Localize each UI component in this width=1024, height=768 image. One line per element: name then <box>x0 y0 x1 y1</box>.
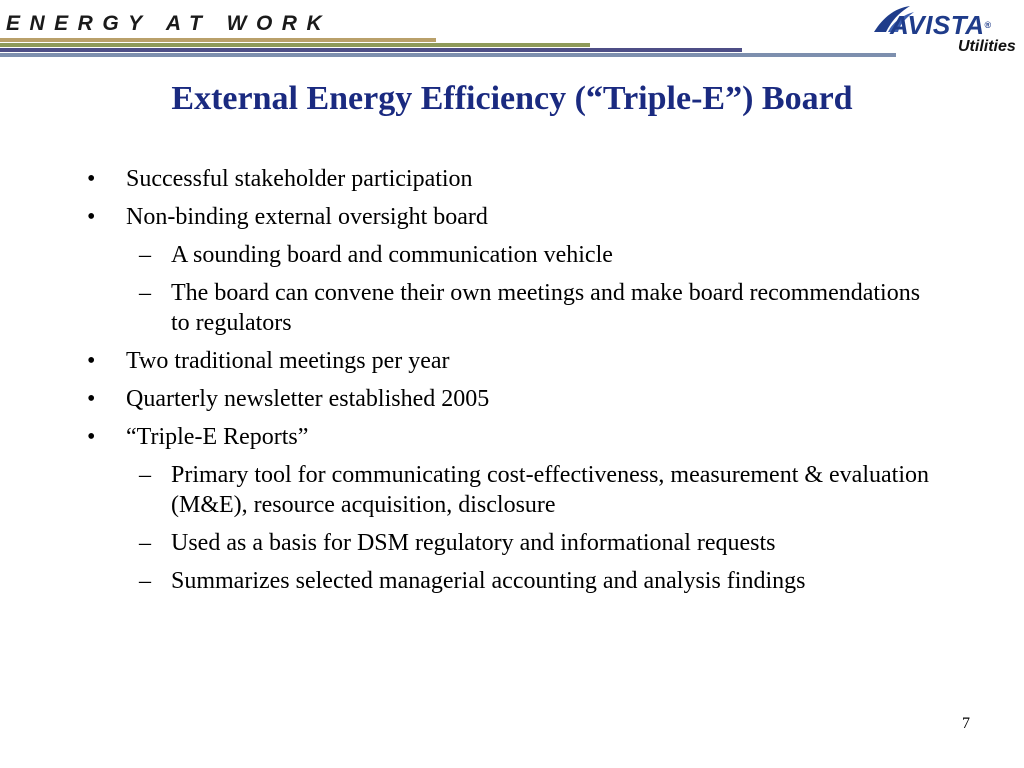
sub-bullet-text: A sounding board and communication vehicle <box>171 242 613 268</box>
registered-mark: ® <box>984 20 992 30</box>
sub-bullet-text: Summarizes selected managerial accounting and analysis findings <box>171 568 806 594</box>
bullet-marker: • <box>87 204 96 230</box>
header-stripe-navy <box>0 48 742 52</box>
bullet-item <box>0 202 1024 232</box>
avista-logo-subtitle: Utilities <box>958 38 1016 55</box>
bullet-marker: • <box>87 424 96 450</box>
header-stripe-steel-blue <box>0 53 896 57</box>
bullet-text: Non-binding external oversight board <box>126 204 488 230</box>
sub-bullet-marker: – <box>139 280 151 306</box>
bullet-marker: • <box>87 386 96 412</box>
avista-utilities-logo <box>870 2 1020 60</box>
header-stripe-olive <box>0 43 590 47</box>
sub-bullet-marker: – <box>139 568 151 594</box>
sub-bullet-text: Used as a basis for DSM regulatory and informational requests <box>171 530 776 556</box>
sub-bullet-item <box>0 240 931 270</box>
bullet-item <box>0 164 1024 194</box>
page-number: 7 <box>962 715 970 732</box>
sub-bullet-marker: – <box>139 530 151 556</box>
bullet-item <box>0 346 1024 376</box>
energy-at-work-wordmark: ENERGY AT WORK <box>6 12 332 35</box>
bullet-marker: • <box>87 166 96 192</box>
bullet-marker: • <box>87 348 96 374</box>
bullet-text: Successful stakeholder participation <box>126 166 473 192</box>
bullet-list <box>0 164 1024 604</box>
avista-logo-name <box>890 10 992 40</box>
bullet-text: Two traditional meetings per year <box>126 348 450 374</box>
sub-bullet-marker: – <box>139 462 151 488</box>
bullet-item <box>0 384 1024 414</box>
bullet-text: Quarterly newsletter established 2005 <box>126 386 490 412</box>
sub-bullet-item <box>0 460 931 520</box>
avista-logo-name-text: AVISTA <box>890 10 985 40</box>
sub-bullet-text: The board can convene their own meetings and make board recommendations to regulators <box>171 280 921 336</box>
sub-bullet-item <box>0 566 931 596</box>
sub-bullet-item <box>0 528 931 558</box>
sub-bullet-text: Primary tool for communicating cost-effectiveness, measurement & evaluation (M&E), resource acquisition, disclosure <box>171 462 929 518</box>
header-stripe-gold <box>0 38 436 42</box>
sub-bullet-item <box>0 278 931 338</box>
bullet-item <box>0 422 1024 452</box>
bullet-text: “Triple-E Reports” <box>126 424 309 450</box>
sub-bullet-marker: – <box>139 242 151 268</box>
slide-title: External Energy Efficiency (“Triple-E”) Board <box>171 80 853 117</box>
